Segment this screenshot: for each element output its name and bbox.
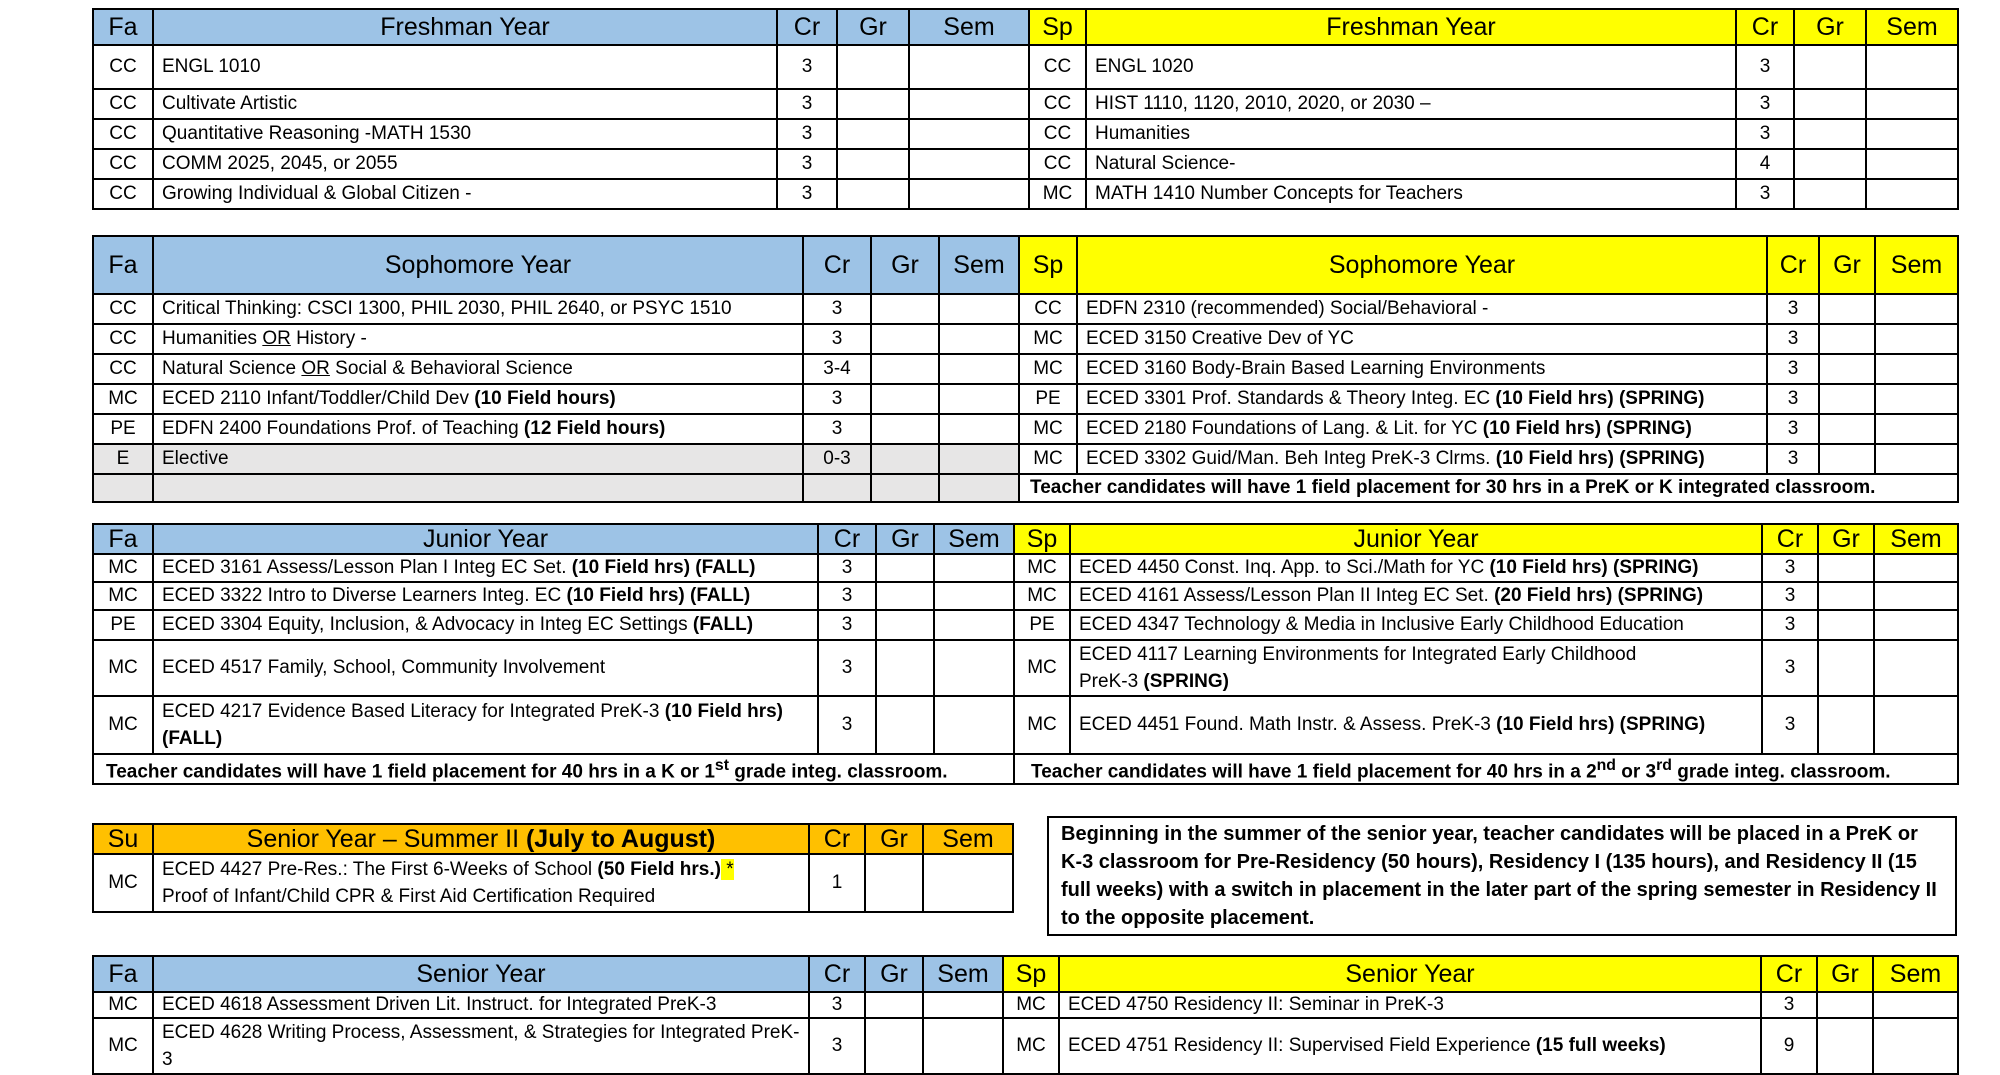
course-name (153, 414, 803, 444)
empty-cell (871, 474, 939, 502)
gr-header: Gr (1794, 9, 1866, 45)
semester-cell[interactable] (934, 582, 1014, 610)
certification-requirement: Proof of Infant/Child CPR & First Aid Certification Required (162, 886, 656, 907)
summer-code: Su (93, 824, 153, 854)
grade-cell[interactable] (871, 444, 939, 474)
grade-cell[interactable] (837, 119, 909, 149)
course-name: ECED 4750 Residency II: Seminar in PreK-3 (1059, 992, 1761, 1018)
sem-header: Sem (1874, 524, 1958, 554)
gr-header: Gr (865, 956, 923, 992)
credits: 3 (818, 554, 876, 582)
junior-table (92, 523, 1959, 785)
credits: 3 (1767, 444, 1819, 474)
course-name (153, 696, 818, 754)
field-hours: (10 Field hrs) (SPRING) (1482, 418, 1692, 439)
course-name (1077, 414, 1767, 444)
note-text: or 3 (1615, 761, 1657, 783)
semester-cell[interactable] (934, 696, 1014, 754)
semester-cell[interactable] (939, 294, 1019, 324)
semester-cell[interactable] (1866, 89, 1958, 119)
course-name: EDFN 2310 (recommended) Social/Behavioral - (1077, 294, 1767, 324)
course-name-part: ECED 4117 Learning Environments for Integrated Early Childhood PreK-3 (1079, 644, 1637, 692)
course-type: CC (93, 354, 153, 384)
semester-flag: (SPRING) (1143, 671, 1229, 692)
course-type: CC (93, 324, 153, 354)
credits: 3 (1762, 696, 1818, 754)
semester-cell[interactable] (923, 854, 1013, 912)
course-type: MC (1019, 444, 1077, 474)
credits: 3 (1762, 610, 1818, 640)
credits: 3 (1736, 45, 1794, 89)
semester-cell[interactable] (939, 444, 1019, 474)
course-name: ENGL 1010 (153, 45, 777, 89)
credits: 3 (818, 696, 876, 754)
field-hours: (10 Field hrs) (SPRING) (1495, 448, 1705, 469)
course-type: MC (1019, 324, 1077, 354)
course-name (1077, 384, 1767, 414)
field-hours: (10 Field hrs) (SPRING) (1495, 388, 1705, 409)
empty-cell (939, 474, 1019, 502)
course-type: CC (93, 89, 153, 119)
course-type: MC (1003, 1018, 1059, 1074)
cr-header: Cr (1736, 9, 1794, 45)
grade-cell[interactable] (871, 354, 939, 384)
cr-header: Cr (803, 236, 871, 294)
credits: 3 (1762, 640, 1818, 696)
credits: 3 (1736, 119, 1794, 149)
course-name: Humanities (1086, 119, 1736, 149)
course-name-part: ECED 2180 Foundations of Lang. & Lit. for YC (1086, 418, 1483, 439)
cr-header: Cr (809, 824, 865, 854)
or-emphasis: OR (301, 358, 330, 379)
semester-cell[interactable] (1875, 414, 1958, 444)
gr-header: Gr (837, 9, 909, 45)
course-name-part: ECED 3322 Intro to Diverse Learners Integ. EC (162, 585, 567, 606)
course-type: PE (1014, 610, 1070, 640)
course-name (1070, 554, 1762, 582)
semester-cell[interactable] (934, 554, 1014, 582)
field-hours: (15 full weeks) (1535, 1035, 1666, 1056)
course-name (1070, 582, 1762, 610)
grade-cell[interactable] (1794, 45, 1866, 89)
course-name: Quantitative Reasoning -MATH 1530 (153, 119, 777, 149)
course-name-part: ECED 4217 Evidence Based Literacy for Integrated PreK-3 (162, 701, 665, 722)
grade-cell[interactable] (871, 294, 939, 324)
credits: 3 (1762, 554, 1818, 582)
course-name (1059, 1018, 1761, 1074)
course-name (153, 354, 803, 384)
credits: 3 (809, 992, 865, 1018)
credits: 1 (809, 854, 865, 912)
semester-cell[interactable] (1873, 992, 1958, 1018)
credits: 3 (803, 414, 871, 444)
field-placement-note: Teacher candidates will have 1 field placement for 30 hrs in a PreK or K integrated classroom. (1019, 474, 1958, 502)
grade-cell[interactable] (871, 414, 939, 444)
credits: 3 (818, 640, 876, 696)
semester-cell[interactable] (939, 384, 1019, 414)
course-type: CC (93, 119, 153, 149)
grade-cell[interactable] (865, 854, 923, 912)
semester-cell[interactable] (939, 354, 1019, 384)
course-type: MC (93, 696, 153, 754)
course-name (1077, 444, 1767, 474)
sem-header: Sem (1875, 236, 1958, 294)
semester-cell[interactable] (923, 992, 1003, 1018)
course-type: CC (1019, 294, 1077, 324)
semester-cell[interactable] (1873, 1018, 1958, 1074)
semester-cell[interactable] (934, 610, 1014, 640)
semester-cell[interactable] (1874, 610, 1958, 640)
semester-cell[interactable] (909, 119, 1029, 149)
course-name-part: ECED 3301 Prof. Standards & Theory Integ. EC (1086, 388, 1496, 409)
fall-title: Senior Year (153, 956, 809, 992)
course-type: CC (1029, 149, 1086, 179)
semester-cell[interactable] (1875, 354, 1958, 384)
fall-code: Fa (93, 9, 153, 45)
sem-header: Sem (1866, 9, 1958, 45)
grade-cell[interactable] (1794, 179, 1866, 209)
sem-header: Sem (923, 824, 1013, 854)
credits: 3 (1736, 179, 1794, 209)
course-type: CC (93, 179, 153, 209)
grade-cell[interactable] (876, 640, 934, 696)
summer-placement-note: Beginning in the summer of the senior year, teacher candidates will be placed in a PreK or K-3 classroom for Pre-Residency (50 hours), Residency I (135 hours), and Residency II (15 full weeks) with a switch in placement in the later part of the spring semester in Residency II to the opposite placement. (1047, 816, 1957, 936)
field-hours: (10 Field hrs) (FALL) (162, 701, 783, 749)
course-name-part: ECED 3302 Guid/Man. Beh Integ PreK-3 Clrms. (1086, 448, 1496, 469)
course-name (153, 384, 803, 414)
or-emphasis: OR (262, 328, 291, 349)
credits: 3 (777, 45, 837, 89)
semester-cell[interactable] (1875, 384, 1958, 414)
course-name (1070, 640, 1762, 696)
grade-cell[interactable] (876, 610, 934, 640)
summer-table (92, 823, 1014, 913)
credits: 3 (777, 89, 837, 119)
grade-cell[interactable] (1819, 444, 1875, 474)
semester-cell[interactable] (923, 1018, 1003, 1074)
semester-cell[interactable] (909, 149, 1029, 179)
grade-cell[interactable] (1817, 1018, 1873, 1074)
course-name (153, 610, 818, 640)
credits: 3 (1767, 324, 1819, 354)
grade-cell[interactable] (1818, 610, 1874, 640)
course-type: MC (1014, 554, 1070, 582)
note-text: Teacher candidates will have 1 field placement for 40 hrs in a K or 1 (106, 761, 715, 783)
course-name: ECED 4628 Writing Process, Assessment, & Strategies for Integrated PreK-3 (153, 1018, 809, 1074)
credits: 3 (777, 179, 837, 209)
course-name: ECED 4517 Family, School, Community Involvement (153, 640, 818, 696)
summer-title (153, 824, 809, 854)
note-text: Teacher candidates will have 1 field placement for 40 hrs in a 2 (1031, 761, 1597, 783)
sem-header: Sem (934, 524, 1014, 554)
credits: 4 (1736, 149, 1794, 179)
credits: 3 (803, 324, 871, 354)
grade-cell[interactable] (876, 696, 934, 754)
field-hours: (10 Field hrs) (FALL) (571, 557, 756, 578)
fall-title: Junior Year (153, 524, 818, 554)
grade-cell[interactable] (1819, 354, 1875, 384)
semester-cell[interactable] (939, 324, 1019, 354)
grade-cell[interactable] (1818, 582, 1874, 610)
field-hours: (12 Field hours) (523, 418, 666, 439)
grade-cell[interactable] (1819, 414, 1875, 444)
credits: 3 (1767, 354, 1819, 384)
course-type: MC (1014, 696, 1070, 754)
grade-cell[interactable] (837, 149, 909, 179)
course-name: COMM 2025, 2045, or 2055 (153, 149, 777, 179)
grade-cell[interactable] (1819, 324, 1875, 354)
gr-header: Gr (1819, 236, 1875, 294)
grade-cell[interactable] (871, 384, 939, 414)
course-name-part: Natural Science (162, 358, 302, 379)
course-type: PE (93, 610, 153, 640)
field-hours: (10 Field hrs) (FALL) (566, 585, 751, 606)
grade-cell[interactable] (876, 582, 934, 610)
course-name: Elective (153, 444, 803, 474)
semester-cell[interactable] (909, 179, 1029, 209)
course-type: PE (93, 414, 153, 444)
course-name-part: ECED 4427 Pre-Res.: The First 6-Weeks of School (162, 859, 598, 880)
course-type: MC (93, 992, 153, 1018)
cr-header: Cr (1767, 236, 1819, 294)
course-name-part: Humanities (162, 328, 263, 349)
cr-header: Cr (777, 9, 837, 45)
semester-cell[interactable] (1875, 324, 1958, 354)
course-name: ENGL 1020 (1086, 45, 1736, 89)
grade-cell[interactable] (1819, 384, 1875, 414)
semester-cell[interactable] (909, 45, 1029, 89)
fall-field-placement-note (93, 754, 1014, 784)
spring-code: Sp (1019, 236, 1077, 294)
course-type: MC (1019, 354, 1077, 384)
course-name-part: Social & Behavioral Science (329, 358, 573, 379)
credits: 3 (818, 610, 876, 640)
semester-cell[interactable] (1866, 119, 1958, 149)
credits: 3 (1767, 384, 1819, 414)
fall-title: Sophomore Year (153, 236, 803, 294)
grade-cell[interactable] (1794, 89, 1866, 119)
semester-cell[interactable] (934, 640, 1014, 696)
semester-cell[interactable] (1866, 179, 1958, 209)
course-name: HIST 1110, 1120, 2010, 2020, or 2030 – (1086, 89, 1736, 119)
course-type: CC (93, 45, 153, 89)
course-type: CC (1029, 45, 1086, 89)
course-type: MC (93, 1018, 153, 1074)
credits: 3 (1761, 992, 1817, 1018)
gr-header: Gr (1818, 524, 1874, 554)
gr-header: Gr (1817, 956, 1873, 992)
cr-header: Cr (1761, 956, 1817, 992)
course-type: MC (1019, 414, 1077, 444)
credits: 3 (1767, 414, 1819, 444)
spring-title: Senior Year (1059, 956, 1761, 992)
asterisk-marker: * (720, 859, 734, 880)
semester-flag: (FALL) (692, 614, 754, 635)
fall-code: Fa (93, 236, 153, 294)
course-name (153, 324, 803, 354)
fall-code: Fa (93, 956, 153, 992)
gr-header: Gr (865, 824, 923, 854)
course-type: MC (93, 640, 153, 696)
semester-cell[interactable] (1874, 554, 1958, 582)
credits: 3 (1767, 294, 1819, 324)
semester-cell[interactable] (1875, 444, 1958, 474)
sem-header: Sem (939, 236, 1019, 294)
course-type: CC (93, 294, 153, 324)
spring-code: Sp (1029, 9, 1086, 45)
course-name-part: ECED 3161 Assess/Lesson Plan I Integ EC Set. (162, 557, 572, 578)
note-text: grade integ. classroom. (1671, 761, 1891, 783)
field-hours: (20 Field hrs) (SPRING) (1494, 585, 1704, 606)
grade-cell[interactable] (837, 179, 909, 209)
grade-cell[interactable] (865, 992, 923, 1018)
grade-cell[interactable] (837, 45, 909, 89)
credits: 3 (777, 119, 837, 149)
credits: 3 (818, 582, 876, 610)
sem-header: Sem (1873, 956, 1958, 992)
empty-cell (93, 474, 153, 502)
grade-cell[interactable] (865, 1018, 923, 1074)
course-name-part: ECED 4751 Residency II: Supervised Field Experience (1068, 1035, 1536, 1056)
grade-cell[interactable] (871, 324, 939, 354)
semester-cell[interactable] (1866, 149, 1958, 179)
course-name-part: EDFN 2400 Foundations Prof. of Teaching (162, 418, 524, 439)
course-type: MC (1014, 582, 1070, 610)
semester-cell[interactable] (1875, 294, 1958, 324)
spring-code: Sp (1003, 956, 1059, 992)
spring-title: Freshman Year (1086, 9, 1736, 45)
senior-table (92, 955, 1959, 1075)
course-type: MC (1003, 992, 1059, 1018)
fall-title: Freshman Year (153, 9, 777, 45)
course-type: MC (93, 854, 153, 912)
grade-cell[interactable] (1794, 149, 1866, 179)
course-type: MC (93, 554, 153, 582)
summer-title-text: Senior Year – Summer II (246, 825, 526, 853)
course-type: MC (93, 384, 153, 414)
note-text: grade integ. classroom. (729, 761, 948, 783)
course-name-part: ECED 3304 Equity, Inclusion, & Advocacy in Integ EC Settings (162, 614, 693, 635)
sophomore-table (92, 235, 1959, 503)
spring-field-placement-note (1014, 754, 1958, 784)
course-type: CC (1029, 119, 1086, 149)
credits: 3 (803, 384, 871, 414)
semester-cell[interactable] (1874, 640, 1958, 696)
credits: 3 (1736, 89, 1794, 119)
grade-cell[interactable] (1817, 992, 1873, 1018)
course-type: E (93, 444, 153, 474)
gr-header: Gr (871, 236, 939, 294)
cr-header: Cr (809, 956, 865, 992)
semester-cell[interactable] (909, 89, 1029, 119)
empty-cell (153, 474, 803, 502)
course-name-part: ECED 4161 Assess/Lesson Plan II Integ EC Set. (1079, 585, 1495, 606)
course-name (153, 854, 809, 912)
field-hours: (10 Field hours) (474, 388, 616, 409)
grade-cell[interactable] (1818, 640, 1874, 696)
course-name: Cultivate Artistic (153, 89, 777, 119)
semester-cell[interactable] (1866, 45, 1958, 89)
note-superscript: st (714, 757, 729, 774)
course-name (153, 554, 818, 582)
grade-cell[interactable] (876, 554, 934, 582)
course-name-part: History - (290, 328, 367, 349)
course-name: ECED 3160 Body-Brain Based Learning Environments (1077, 354, 1767, 384)
course-name: ECED 3150 Creative Dev of YC (1077, 324, 1767, 354)
credits: 3 (777, 149, 837, 179)
credits: 3 (1762, 582, 1818, 610)
semester-cell[interactable] (1874, 696, 1958, 754)
field-hours: (10 Field hrs) (SPRING) (1489, 557, 1699, 578)
summer-dates: (July to August) (525, 825, 716, 853)
credits: 0-3 (803, 444, 871, 474)
gr-header: Gr (876, 524, 934, 554)
credits: 9 (1761, 1018, 1817, 1074)
course-name (153, 582, 818, 610)
credits: 3 (809, 1018, 865, 1074)
spring-title: Junior Year (1070, 524, 1762, 554)
empty-cell (803, 474, 871, 502)
course-name-part: ECED 4451 Found. Math Instr. & Assess. PreK-3 (1079, 714, 1497, 735)
cr-header: Cr (1762, 524, 1818, 554)
fall-code: Fa (93, 524, 153, 554)
course-name: ECED 4347 Technology & Media in Inclusive Early Childhood Education (1070, 610, 1762, 640)
credits: 3-4 (803, 354, 871, 384)
grade-cell[interactable] (837, 89, 909, 119)
sem-header: Sem (923, 956, 1003, 992)
cr-header: Cr (818, 524, 876, 554)
grade-cell[interactable] (1819, 294, 1875, 324)
course-type: CC (93, 149, 153, 179)
course-name: Critical Thinking: CSCI 1300, PHIL 2030, PHIL 2640, or PSYC 1510 (153, 294, 803, 324)
field-hours: (10 Field hrs) (SPRING) (1496, 714, 1706, 735)
course-name: ECED 4618 Assessment Driven Lit. Instruct. for Integrated PreK-3 (153, 992, 809, 1018)
semester-cell[interactable] (939, 414, 1019, 444)
course-name-part: ECED 4450 Const. Inq. App. to Sci./Math for YC (1079, 557, 1490, 578)
course-name (1070, 696, 1762, 754)
credits: 3 (803, 294, 871, 324)
course-name-part: ECED 2110 Infant/Toddler/Child Dev (162, 388, 475, 409)
course-type: MC (1014, 640, 1070, 696)
course-name: MATH 1410 Number Concepts for Teachers (1086, 179, 1736, 209)
grade-cell[interactable] (1794, 119, 1866, 149)
course-name: Growing Individual & Global Citizen - (153, 179, 777, 209)
freshman-table (92, 8, 1959, 210)
course-type: PE (1019, 384, 1077, 414)
spring-code: Sp (1014, 524, 1070, 554)
sem-header: Sem (909, 9, 1029, 45)
note-superscript: nd (1596, 757, 1616, 774)
course-name: Natural Science- (1086, 149, 1736, 179)
field-hours: (50 Field hrs.) (597, 859, 721, 880)
grade-cell[interactable] (1818, 696, 1874, 754)
course-type: MC (93, 582, 153, 610)
spring-title: Sophomore Year (1077, 236, 1767, 294)
note-superscript: rd (1656, 757, 1672, 774)
semester-cell[interactable] (1874, 582, 1958, 610)
course-type: CC (1029, 89, 1086, 119)
grade-cell[interactable] (1818, 554, 1874, 582)
course-type: MC (1029, 179, 1086, 209)
